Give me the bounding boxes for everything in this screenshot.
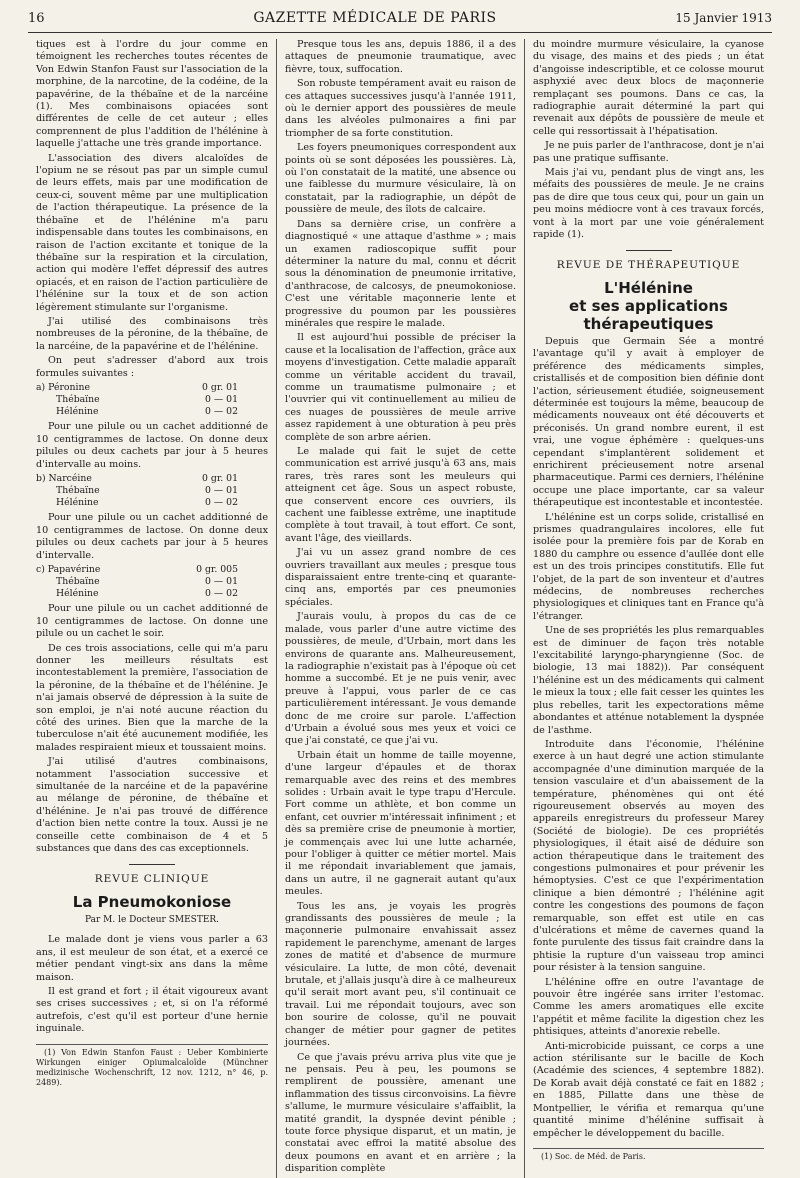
paragraph: Pour une pilule ou un cachet additionné de 10 centigrammes de lactose. On donne deux pilules ou deux cachets par jour à 5 heures d'intervalle au moins.	[36, 421, 268, 470]
paragraph: Je ne puis parler de l'anthracose, dont je n'ai pas une pratique suffisante.	[533, 140, 764, 164]
section-divider	[626, 250, 672, 251]
article-title: La Pneumokoniose	[72, 892, 232, 911]
paragraph: du moindre murmure vésiculaire, la cyanose du visage, des mains et des pieds ; un état d'angoisse indescriptible, et ce colosse mourut asphyxié avec deux blocs de maçonnerie remplaçant ses poumons. Dans ce cas, la radiographie aurait déterminé la part qui revenait aux dépôts de poussière de meule et celle qui ressortissait à l'hépatisation.	[533, 39, 764, 137]
section-rubric: REVUE CLINIQUE	[94, 872, 210, 885]
footnote: (1) Soc. de Méd. de Paris.	[541, 1151, 646, 1161]
paragraph: Le malade dont je viens vous parler a 63 ans, il est meuleur de son état, et a exercé ce métier pendant vingt-six ans dans la même maison.	[36, 934, 268, 983]
paragraph: On peut s'adresser d'abord aux trois formules suivantes :	[36, 355, 268, 379]
page-header	[28, 10, 772, 33]
paragraph: tiques est à l'ordre du jour comme en témoignent les recherches toutes récentes de Von Edwin Stanfon Faust sur l'association de la morphine, de la narcotine, de la codéine, de la papavérine, de la thébaïne et de la narcéine (1). Mes combinaisons opiacées sont différentes de celle de cet auteur ; elles comprennent de plus l'addition de l'hélénine à laquelle j'attache une très grande importance.	[36, 39, 268, 150]
formula-row: Thébaïne 0 — 01	[56, 575, 238, 587]
paragraph: L'association des divers alcaloïdes de l'opium ne se résout pas par un simple cumul de leurs effets, mais par une modification de ceux-ci, souvent même par une multiplication de l'action thérapeutique. La présence de la thébaïne et de l'hélénine m'a paru indispensable dans toutes les combinaisons, en raison de l'action excitante et tonique de la thébaïne sur la respiration et la circulation, action qui modère l'effet dépressif des autres opiacés, et en raison de l'action particulière de l'hélénine sur la toux et de son action légèrement stimulante sur l'organisme.	[36, 152, 268, 313]
paragraph: Urbain était un homme de taille moyenne, d'une largeur d'épaules et de thorax remarquable avec des reins et des membres solides : Urbain avait le type trapu d'Hercule. Fort comme un athlète, et bon comme un enfant, cet ouvrier m'intéressait infiniment ; et dès sa première crise de pneumonie à mortier, je commençais avec lui une lutte acharnée, pour l'obliger à quitter ce métier mortel. Mais il me répondait invariablement que jamais, dans un autre, il ne gagnerait autant qu'aux meules.	[285, 749, 516, 898]
paragraph: J'aurais voulu, à propos du cas de ce malade, vous parler d'une autre victime des poussières, de meule, d'Urbain, mort dans les environs de quarante ans. Malheureusement, la radiographie n'existait pas à l'époque où cet homme a succombé. Et je ne puis venir, avec preuve à l'appui, vous parler de ce cas particulièrement intéressant. Je vous demande donc de me croire sur parole. L'affection d'Urbain a évolué sous mes yeux et voici ce que j'ai constaté, ce que j'ai vu.	[285, 611, 516, 747]
paragraph: J'ai utilisé des combinaisons très nombreuses de la péronine, de la thébaïne, de la narcéine, de la papavérine et de l'hélénine.	[36, 315, 268, 352]
footnotes	[533, 1148, 764, 1162]
paragraph: Presque tous les ans, depuis 1886, il a des attaques de pneumonie traumatique, avec fièvre, toux, suffocation.	[285, 39, 516, 75]
paragraph: Son robuste tempérament avait eu raison de ces attaques successives jusqu'à l'année 1911, où le dernier apport des poussières de meule dans les alvéoles pulmonaires a fini par triompher de sa forte constitution.	[285, 78, 516, 139]
paragraph: J'ai utilisé d'autres combinaisons, notamment l'association successive et simultanée de la narcéine et de la papavérine au mélange de péronine, de thébaïne et d'hélénine. Je n'ai pas trouvé de différence d'action bien nette contre la toux. Aussi je ne conseille cette combinaison de 4 et 5 substances que dans des cas exceptionnels.	[36, 756, 268, 855]
paragraph: L'hélénine est un corps solide, cristallisé en prismes quadrangulaires incolores, elle fut isolée pour la première fois par de Korab en 1880 du camphre ou essence d'aullée dont elle est un des trois principes constitutifs. Elle fut l'objet, de la part de son inventeur et d'autres médecins, de nombreuses recherches physiologiques et cliniques tant en France qu'à l'étranger.	[533, 511, 764, 622]
section-divider	[129, 864, 175, 865]
formula-row: Thébaïne 0 — 01	[56, 484, 238, 496]
paragraph: Mais j'ai vu, pendant plus de vingt ans, les méfaits des poussières de meule. Je ne crains pas de dire que tous ceux qui, pour un gain un peu moins médiocre vont à ces travaux forcés, vont à la mort par une voie généralement rapide (1).	[533, 167, 764, 241]
paragraph: Le malade qui fait le sujet de cette communication est arrivé jusqu'à 63 ans, mais rares, très rares sont les meuleurs qui atteignent cet âge. Sous un aspect robuste, que conservent encore ces ouvriers, ils cachent une faiblesse extrême, une inaptitude complète à tout travail, à tout effort. Ce sont, avant l'âge, des vieillards.	[285, 446, 516, 544]
formula-row: b) Narcéine 0 gr. 01	[36, 472, 238, 484]
formula-c	[36, 564, 268, 599]
column-2	[276, 39, 524, 1178]
paragraph: Il est grand et fort ; il était vigoureux avant ses crises successives ; et, si on l'a réformé autrefois, c'est qu'il est porteur d'une hernie inguinale.	[36, 985, 268, 1035]
formula-row: Hélénine 0 — 02	[56, 405, 238, 417]
paragraph: Pour une pilule ou un cachet additionné de 10 centigrammes de lactose. On donne une pilule ou un cachet le soir.	[36, 603, 268, 640]
issue-date: 15 Janvier 1913	[675, 11, 772, 25]
paragraph: Tous les ans, je voyais les progrès grandissants des poussières de meule ; la maçonnerie pulmonaire envahissait assez rapidement le parenchyme, amenant de larges zones de matité et d'absence de murmure vésiculaire. La lutte, de mon côté, devenait brutale, et j'allais jusqu'à dire à ce malheureux qu'il serait mort avant peu, s'il continuait ce travail. Lui me répondait toujours, avec son bon sourire de colosse, qu'il ne pouvait changer de métier pour gagner de petites journées.	[285, 900, 516, 1049]
formula-row: a) Péronine 0 gr. 01	[36, 381, 238, 393]
paragraph: J'ai vu un assez grand nombre de ces ouvriers travaillant aux meules ; presque tous disparaissaient entre trente-cinq et quarante-cinq ans, emportés par ces pneumonies spéciales.	[285, 547, 516, 608]
paragraph: L'hélénine offre en outre l'avantage de pouvoir être ingérée sans irriter l'estomac. Comme les amers aromatiques elle excite l'appétit et même facilite la digestion chez les phtisiques, atteints d'anorexie rebelle.	[533, 976, 764, 1038]
journal-title: GAZETTE MÉDICALE DE PARIS	[253, 10, 497, 26]
column-3	[524, 39, 772, 1178]
section-rubric: REVUE DE THÉRAPEUTIQUE	[556, 258, 741, 271]
footnotes	[36, 1044, 268, 1088]
formula-row: Hélénine 0 — 02	[56, 587, 238, 599]
footnote: (1) Von Edwin Stanfon Faust : Ueber Kombinierte Wirkungen einiger Opiumalcaloïde (Münchner medizinische Wochenschrift, 12 nov. 1212, n° 46, p. 2489).	[36, 1047, 268, 1087]
article-title	[533, 279, 764, 333]
text-columns	[28, 39, 772, 1175]
paragraph: Introduite dans l'économie, l'hélénine exerce à un haut degré une action stimulante accompagnée d'une diminution marquée de la tension vasculaire et d'un abaissement de la température, phénomènes qui ont été rigoureusement observés au moyen des appareils enregistreurs du professeur Marey (Société de biologie). De ces propriétés physiologiques, il était aisé de déduire son action thérapeutique dans le traitement des congestions pulmonaires et pour prévenir les hémoptysies. C'est ce que l'expérimentation clinique a bien démontré ; l'hélénine agit contre les congestions des poumons de façon remarquable, son effet est utile en cas d'ulcérations et même de cavernes quand la fonte purulente des tissus fait craindre dans la phtisie la rupture d'un vaisseau trop aminci pour résister à la tension sanguine.	[533, 738, 764, 974]
page-number: 16	[28, 11, 45, 26]
paragraph: Il est aujourd'hui possible de préciser la cause et la localisation de l'affection, grâce aux moyens d'investigation. Cette maladie apparaît comme un véritable accident du travail, comme un traumatisme pulmonaire ; et l'ouvrier qui vit continuellement au milieu de ces nuages de poussières de meule arrive assez rapidement à une obturation à peu près complète de son arbre aérien.	[285, 332, 516, 443]
paragraph: Dans sa dernière crise, un confrère a diagnostiqué « une attaque d'asthme » ; mais un examen radioscopique suffit pour déterminer la nature du mal, connu et décrit sous la dénomination de pneumonie irritative, d'anthracose, de calcosys, de pneumokoniose. C'est une véritable maçonnerie lente et progressive du poumon par les poussières minérales que respire le malade.	[285, 218, 516, 329]
formula-row: c) Papavérine 0 gr. 005	[36, 564, 238, 575]
paragraph: Depuis que Germain Sée a montré l'avantage qu'il y avait à employer de préférence des médicaments simples, cristallisés et de composition bien définie dont l'action, sérieusement étudiée, soigneusement déterminée est toujours la même, beaucoup de médicaments nouveaux ont été découverts et préconisés. Un grand nombre eurent, il est vrai, une vogue éphémère : quelques-uns cependant s'implantèrent solidement et enrichirent précieusement notre arsenal pharmaceutique. Parmi ces derniers, l'hélénine occupe une place importante, car sa valeur thérapeutique est incontestable et incontestée.	[533, 335, 764, 509]
article-author: Par M. le Docteur SMESTER.	[84, 914, 220, 925]
paragraph: Une de ses propriétés les plus remarquables est de diminuer de façon très notable l'excitabilité laryngo-pharyngienne (Soc. de biologie, 13 mai 1882)). Par conséquent l'hélénine est un des médicaments qui calment le mieux la toux ; elle fait cesser les quintes les plus rebelles, tarit les expectorations même abondantes et atténue notablement la dyspnée de l'asthme.	[533, 625, 764, 736]
formula-b	[36, 473, 268, 508]
formula-a	[36, 382, 268, 417]
formula-row: Thébaïne 0 — 01	[56, 393, 238, 405]
paragraph: Anti-microbicide puissant, ce corps a une action stérilisante sur le bacille de Koch (Académie des sciences, 4 septembre 1882). De Korab avait déjà constaté ce fait en 1882 ; en 1885, Pillatte dans une thèse de Montpellier, le vérifia et remarqua qu'une quantité minime d'hélénine suffisait à empêcher le développement du bacille.	[533, 1040, 764, 1139]
column-1	[28, 39, 276, 1178]
article-title-line2: et ses applications thérapeutiques	[569, 296, 728, 333]
article-title-line1: L'Hélénine	[604, 278, 693, 297]
paragraph: Les foyers pneumoniques correspondent aux points où se sont déposées les poussières. Là, où l'on constatait de la matité, une absence ou une faiblesse du murmure vésiculaire, là on constatait, par la radiographie, un dépôt de poussière de meule, des îlots de calcaire.	[285, 142, 516, 216]
paragraph: Pour une pilule ou un cachet additionné de 10 centigrammes de lactose. On donne deux pilules ou deux cachets par jour à 5 heures d'intervalle.	[36, 512, 268, 561]
formula-row: Hélénine 0 — 02	[56, 496, 238, 508]
paragraph: Ce que j'avais prévu arriva plus vite que je ne pensais. Peu à peu, les poumons se remplirent de poussière, amenant une inflammation des tissus circonvoisins. La fièvre s'allume, le murmure vésiculaire s'affaiblit, la matité grandit, la dyspnée devint pénible ; toute force physique disparut, et un matin, je constatai avec effroi la matité absolue des deux poumons en avant et en arrière ; la disparition complète	[285, 1051, 516, 1175]
paragraph: De ces trois associations, celle qui m'a paru donner les meilleurs résultats est incontestablement la première, l'association de la péronine, de la thébaïne et de l'hélénine. Je n'ai jamais observé de dépression à la suite de son emploi, je n'ai noté aucune réaction du côté des urines. Bien que la marche de la tuberculose n'ait été aucunement modifiée, les malades respiraient mieux et toussaient moins.	[36, 642, 268, 753]
